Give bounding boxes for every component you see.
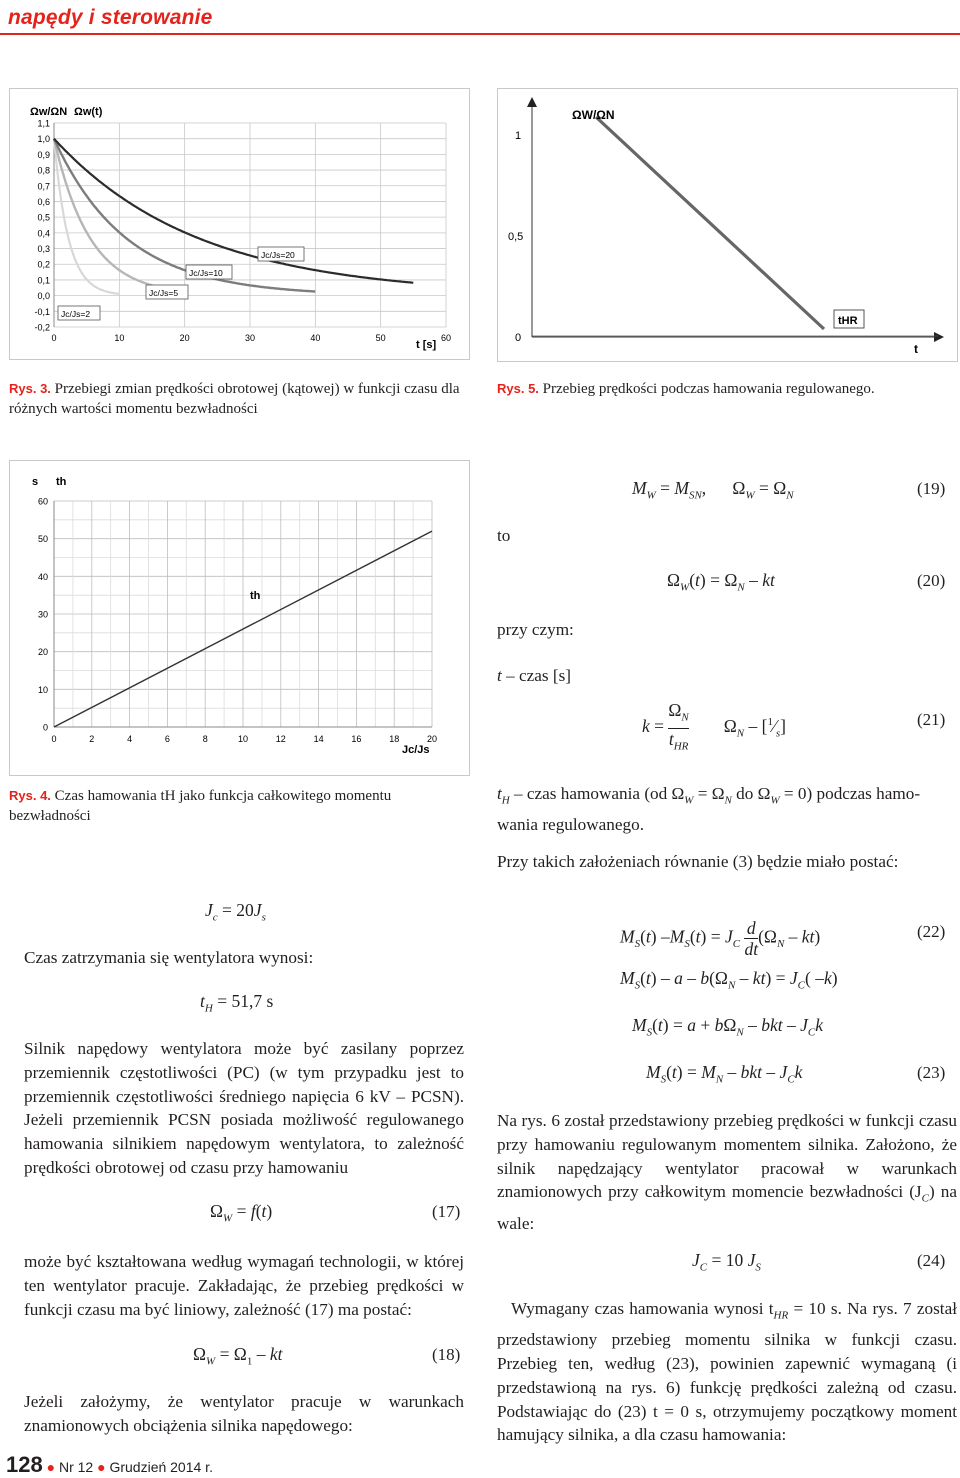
fig3-label-5-text: Jc/Js=5: [149, 288, 179, 298]
fig4-xtick: 16: [351, 734, 362, 744]
fig4-caption: [9, 786, 449, 826]
fig3-label-20-text: Jc/Js=20: [261, 250, 295, 260]
eq19: $M_W = M_{SN}$, $\Omega_W = \Omega_N$: [632, 478, 794, 502]
figure-3: [9, 88, 470, 360]
fig5-caption: [497, 379, 957, 399]
fig3-ytick: -0,2: [34, 322, 50, 333]
eq22-number: (22): [917, 922, 946, 941]
fig4-ylabel-th: th: [56, 476, 67, 488]
fig3-xtick: 10: [114, 333, 125, 343]
fig3-ytick: 0,0: [37, 291, 50, 302]
przy-czym: przy czym:: [497, 620, 574, 639]
fig3-xtick: 0: [51, 333, 57, 343]
eq17-number: (17): [432, 1202, 461, 1221]
fig4-xtick: 6: [164, 734, 170, 744]
fig3-label-2: [58, 306, 100, 320]
fig4-ytick: 30: [37, 609, 48, 620]
right-para-1: Na rys. 6 został przedstawiony przebieg prędkości w funkcji czasu przy hamowaniu regulowanym momentem silnika. Założono, że silnik napędzający wentylator pracował w warunkach znamionowych przy całkowitym momencie bezwładności $(J_C)$ na wale:: [497, 1111, 957, 1233]
figure-4: [9, 460, 470, 776]
fig3-series-line: [54, 139, 119, 294]
eq21-number: (21): [917, 710, 946, 729]
fig4-ytick: 10: [37, 684, 48, 695]
fig3-ytick: -0,1: [34, 306, 50, 317]
fig5-ytick-05: 0,5: [508, 231, 524, 243]
fig3-xtick: 50: [375, 333, 386, 343]
fig4-ytick: 40: [37, 571, 48, 582]
page-number: 128: [6, 1452, 43, 1477]
right-para-2-a: Wymagany czas hamowania wynosi t: [511, 1299, 774, 1318]
fig4-xlabel: Jc/Js: [402, 744, 430, 756]
t-czas-line: t – czas [s]: [497, 666, 571, 685]
fig4-xtick: 8: [202, 734, 208, 744]
fig3-label-2-text: Jc/Js=2: [61, 309, 91, 319]
fig4-ytick: 50: [37, 534, 48, 545]
right-para-2: Wymagany czas hamowania wynosi $t_{HR} = 10$ s. Na rys. 7 został przedstawiony przebieg momentu silnika w funkcji czasu. Przebieg ten, według (23), powinien zapewnić wymaganą (i przedstawioną na rys. 6) funkcję prędkości zależną od czasu. Podstawiając do (23) t = 0 s, otrzymujemy początkowy moment hamujący silnika, a dla czasu hamowania:: [497, 1299, 957, 1445]
fig5-speed-line: [596, 117, 824, 329]
fig5-x-arrow: [934, 332, 944, 342]
eq24: $J_C = 10$ $J_S$: [692, 1250, 761, 1274]
fig3-ytick: 0,3: [37, 244, 50, 255]
fig3-ytick: 0,1: [37, 275, 50, 286]
fig3-ytick: 1,1: [37, 118, 50, 129]
eq22-line1: $M_S(t) -M_S(t) = J_C$ $\frac{d}{dt}$ $(\Omega_N - kt)$: [620, 918, 821, 959]
fig4-xtick: 14: [313, 734, 324, 744]
fig4-ytick: 20: [37, 647, 48, 658]
eq-tH-value: $t_H = 51,7$ s: [200, 991, 274, 1015]
eq20-number: (20): [917, 571, 946, 590]
tH-description: $t_H$ – czas hamowania (od $\Omega_W = \Omega_N$ do $\Omega_W = 0$) podczas hamo- wania regulowanego.: [497, 784, 921, 835]
word-to: to: [497, 526, 511, 545]
footer-date: Grudzień 2014 r.: [109, 1459, 213, 1475]
section-header: napędy i sterowanie: [8, 6, 213, 29]
eq21: k = $\frac{\Omega_N}{t_{HR}}$ $\Omega_N$ – $[^1⁄_s]$: [642, 700, 786, 752]
fig4-caption-label: Rys. 4.: [9, 788, 51, 803]
fig4-xtick: 10: [237, 734, 249, 744]
fig3-label-10-text: Jc/Js=10: [189, 268, 223, 278]
fig3-caption-label: Rys. 3.: [9, 381, 51, 396]
fig4-xtick: 12: [275, 734, 286, 744]
fig4-xtick: 0: [51, 734, 57, 744]
fig3-caption: [9, 379, 479, 419]
fig4-caption-text: Czas hamowania tH jako funkcja całkowitego momentu bezwładności: [9, 788, 392, 824]
fig5-ytick-0: 0: [515, 332, 522, 344]
tH-value: = 51,7 s: [217, 991, 274, 1011]
tH-desc-b: wania regulowanego.: [497, 815, 644, 835]
page-footer: [6, 1452, 213, 1478]
eq23: $M_S(t) = M_N$ – bkt – $J_Ck$: [646, 1062, 803, 1086]
fig3-ytick: 0,4: [37, 228, 50, 239]
fig4-line-label: th: [250, 590, 261, 602]
fig3-ylabel-1: Ωw/ΩN: [30, 106, 68, 118]
eq22-line3: $M_S(t) = a + b\Omega_N$ – bkt – $J_Ck$: [632, 1015, 824, 1039]
fig3-xtick: 30: [244, 333, 256, 343]
fig5-t-label: t: [914, 342, 918, 356]
czas-zatrzymania: Czas zatrzymania się wentylatora wynosi:: [24, 948, 314, 967]
fig3-xlabel: t [s]: [416, 339, 437, 351]
fig3-ytick: 0,8: [37, 165, 50, 176]
right-para-1-text: Na rys. 6 został przedstawiony przebieg prędkości w funkcji czasu przy hamowaniu regulowanym momentem silnika. Założono, że silnik napędzający wentylator pracował w warunkach znamionowych przy całkowitym momencie bezwładności (J: [497, 1111, 957, 1202]
fig3-xtick: 20: [179, 333, 190, 343]
fig3-ytick: 0,6: [37, 196, 50, 207]
fig5-ytick-1: 1: [515, 130, 522, 142]
fig3-label-10: [186, 265, 232, 279]
figure-5-chart: [498, 89, 957, 361]
fig4-ytick: 0: [42, 722, 48, 733]
fig3-ytick: 1,0: [37, 134, 50, 145]
eq22-line2: $M_S(t) - a - b(\Omega_N - kt) = J_C$( –k): [620, 968, 838, 992]
right-para-1-end: ) na wale:: [497, 1182, 957, 1233]
footer-dot-2: ●: [97, 1459, 106, 1475]
eq18: $\Omega_W = \Omega_1$ – kt: [193, 1344, 283, 1368]
fig5-caption-label: Rys. 5.: [497, 381, 539, 396]
fig3-ytick: 0,2: [37, 259, 50, 270]
fig5-caption-text: Przebieg prędkości podczas hamowania regulowanego.: [538, 381, 875, 397]
fig4-xtick: 2: [89, 734, 95, 744]
tH-desc-a: czas hamowania (od Ω: [526, 784, 685, 803]
footer-issue: Nr 12: [58, 1459, 94, 1475]
fig3-caption-text: Przebiegi zmian prędkości obrotowej (kątowej) w funkcji czasu dla różnych wartości momentu bezwładności: [9, 381, 460, 417]
przy-takich: Przy takich założeniach równanie (3) będzie miało postać:: [497, 852, 899, 871]
fig5-y-arrow: [527, 97, 537, 107]
eq17: $\Omega_W = f(t)$: [210, 1201, 273, 1225]
eq20: $\Omega_W(t) = \Omega_N$ – kt: [667, 570, 775, 594]
left-para-1: Silnik napędowy wentylatora może być zasilany poprzez przemiennik częstotliwości (PC) (w tym przypadku jest to przemiennik częstotliwości średniego napięcia 6 kV – PCSN). Jeżeli przemiennik PCSN posiada możliwość regulowanego hamowania silnikiem napędowym wentylatora, to zależność prędkości obrotowej od czasu przy hamowaniu: [24, 1039, 464, 1177]
fig3-label-20: [258, 247, 304, 261]
eq18-number: (18): [432, 1345, 461, 1364]
footer-dot-1: ●: [46, 1459, 56, 1475]
eq24-number: (24): [917, 1251, 946, 1270]
fig5-ylabel: ΩW/ΩN: [572, 108, 615, 122]
fig4-xtick: 18: [389, 734, 400, 744]
left-para-2: może być kształtowana według wymagań technologii, w której ten wentylator pracuje. Zakładając, że przebieg prędkości w funkcji czasu ma być liniowy, zależność (17) ma postać:: [24, 1252, 464, 1319]
fig4-xtick: 4: [127, 734, 133, 744]
fig3-ytick: 0,7: [37, 181, 50, 192]
fig4-ytick: 60: [37, 496, 48, 507]
fig3-ylabel-2: Ωw(t): [74, 106, 103, 118]
t-czas-text: czas [s]: [518, 666, 571, 685]
fig4-xtick: 20: [426, 734, 438, 744]
figure-4-chart: [10, 461, 469, 775]
fig5-thr-label: tHR: [838, 315, 858, 327]
fig4-ylabel-s: s: [32, 476, 39, 488]
fig3-xtick: 60: [440, 333, 452, 343]
left-para-3: Jeżeli założymy, że wentylator pracuje w warunkach znamionowych obciążenia silnika napędowego:: [24, 1392, 464, 1435]
eq23-number: (23): [917, 1063, 946, 1082]
eq19-number: (19): [917, 479, 946, 498]
figure-3-chart: [10, 89, 469, 359]
header-rule: [0, 33, 960, 35]
fig3-label-5: [146, 285, 188, 299]
right-para-2-b: = 10 s. Na rys. 7 został przedstawiony przebieg momentu silnika w funkcji czasu. Przebieg ten, według (23), powinien zapewnić wymaganą (i przedstawioną na rys. 6) funkcję prędkości zależną od czasu. Podstawiając do (23) t = 0 s, otrzymujemy początkowy moment hamujący silnika, a dla czasu hamowania:: [497, 1299, 957, 1445]
fig3-ytick: 0,9: [37, 149, 50, 160]
eq-jc-20js: $J_c = 20J_s$: [205, 900, 266, 924]
figure-5: [497, 88, 958, 362]
fig3-xtick: 40: [310, 333, 321, 343]
fig3-ytick: 0,5: [37, 212, 50, 223]
